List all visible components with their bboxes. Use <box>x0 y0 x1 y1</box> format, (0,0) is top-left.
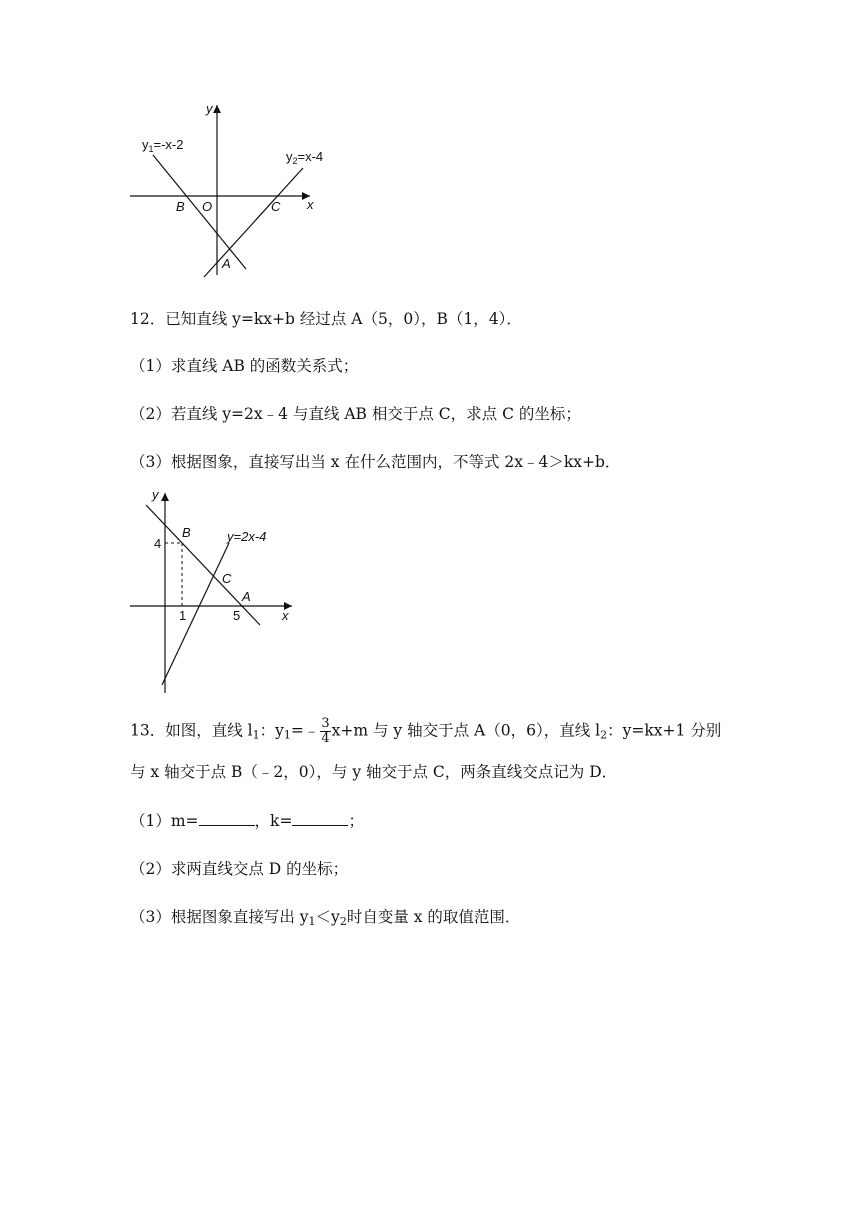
q13-stem: 13．如图，直线 $l_1$：$y_1=﹣$ $\frac{3}{4}$ x+m 与 y 轴交于点 A（0，6），直线 $l_2$：y=kx+1 分别 <box>130 716 722 746</box>
fig1-point-o: O <box>202 199 213 214</box>
fig1-point-c: C <box>271 199 281 214</box>
fig2-y-arrow <box>161 493 169 501</box>
fig2-tick-y4: 4 <box>154 536 162 551</box>
fig2-line-y2x4 <box>162 543 229 685</box>
q13-stem-line2: 与 x 轴交于点 B（﹣2，0），与 y 轴交于点 C，两条直线交点记为 D． <box>130 763 618 781</box>
fig2-point-c: C <box>222 571 232 586</box>
m-answer-blank[interactable] <box>199 811 255 826</box>
fig2-point-a: A <box>242 589 251 604</box>
figure-2-graph <box>122 485 302 700</box>
figure-1-graph <box>120 95 324 285</box>
fig2-tick-x1: 1 <box>179 608 187 623</box>
fig1-y-arrow <box>213 105 221 113</box>
q12-part2: （2）若直线 y=2x﹣4 与直线 AB 相交于点 C，求点 C 的坐标； <box>130 405 581 423</box>
fig1-point-a: A <box>222 256 231 271</box>
q13-fraction: $\frac{3}{4}$ <box>321 716 330 746</box>
fig1-line2-label: $y_2=x-4$ <box>286 149 324 166</box>
fig2-line-ab <box>146 505 260 625</box>
fig1-line-y1 <box>153 155 246 269</box>
fig1-line1-label: $y_1=-x-2$ <box>142 137 184 154</box>
k-answer-blank[interactable] <box>292 811 348 826</box>
q12-part3: （3）根据图象，直接写出当 x 在什么范围内，不等式 2x﹣4＞kx+b． <box>130 453 621 471</box>
fig2-point-b: B <box>182 525 191 540</box>
fig1-line-y2 <box>204 168 303 277</box>
q12-part1: （1）求直线 AB 的函数关系式； <box>130 357 359 375</box>
fig1-x-label: x <box>307 197 314 212</box>
fig2-tick-x5: 5 <box>233 608 241 623</box>
fig2-line-label: y=2x-4 <box>227 529 267 544</box>
q13-part3: （3）根据图象直接写出 $y_1<y_2$时自变量 x 的取值范围． <box>130 908 521 928</box>
q12-stem: 12．已知直线 y=kx+b 经过点 A（5，0），B（1，4）． <box>130 310 522 328</box>
fig2-y-label: y <box>152 487 159 502</box>
q13-part1: （1）m= ，k= ； <box>130 812 364 830</box>
q13-part2: （2）求两直线交点 D 的坐标； <box>130 860 349 878</box>
fig2-x-label: x <box>282 608 289 623</box>
fig1-point-b: B <box>176 199 185 214</box>
fig1-y-label: y <box>206 101 213 116</box>
